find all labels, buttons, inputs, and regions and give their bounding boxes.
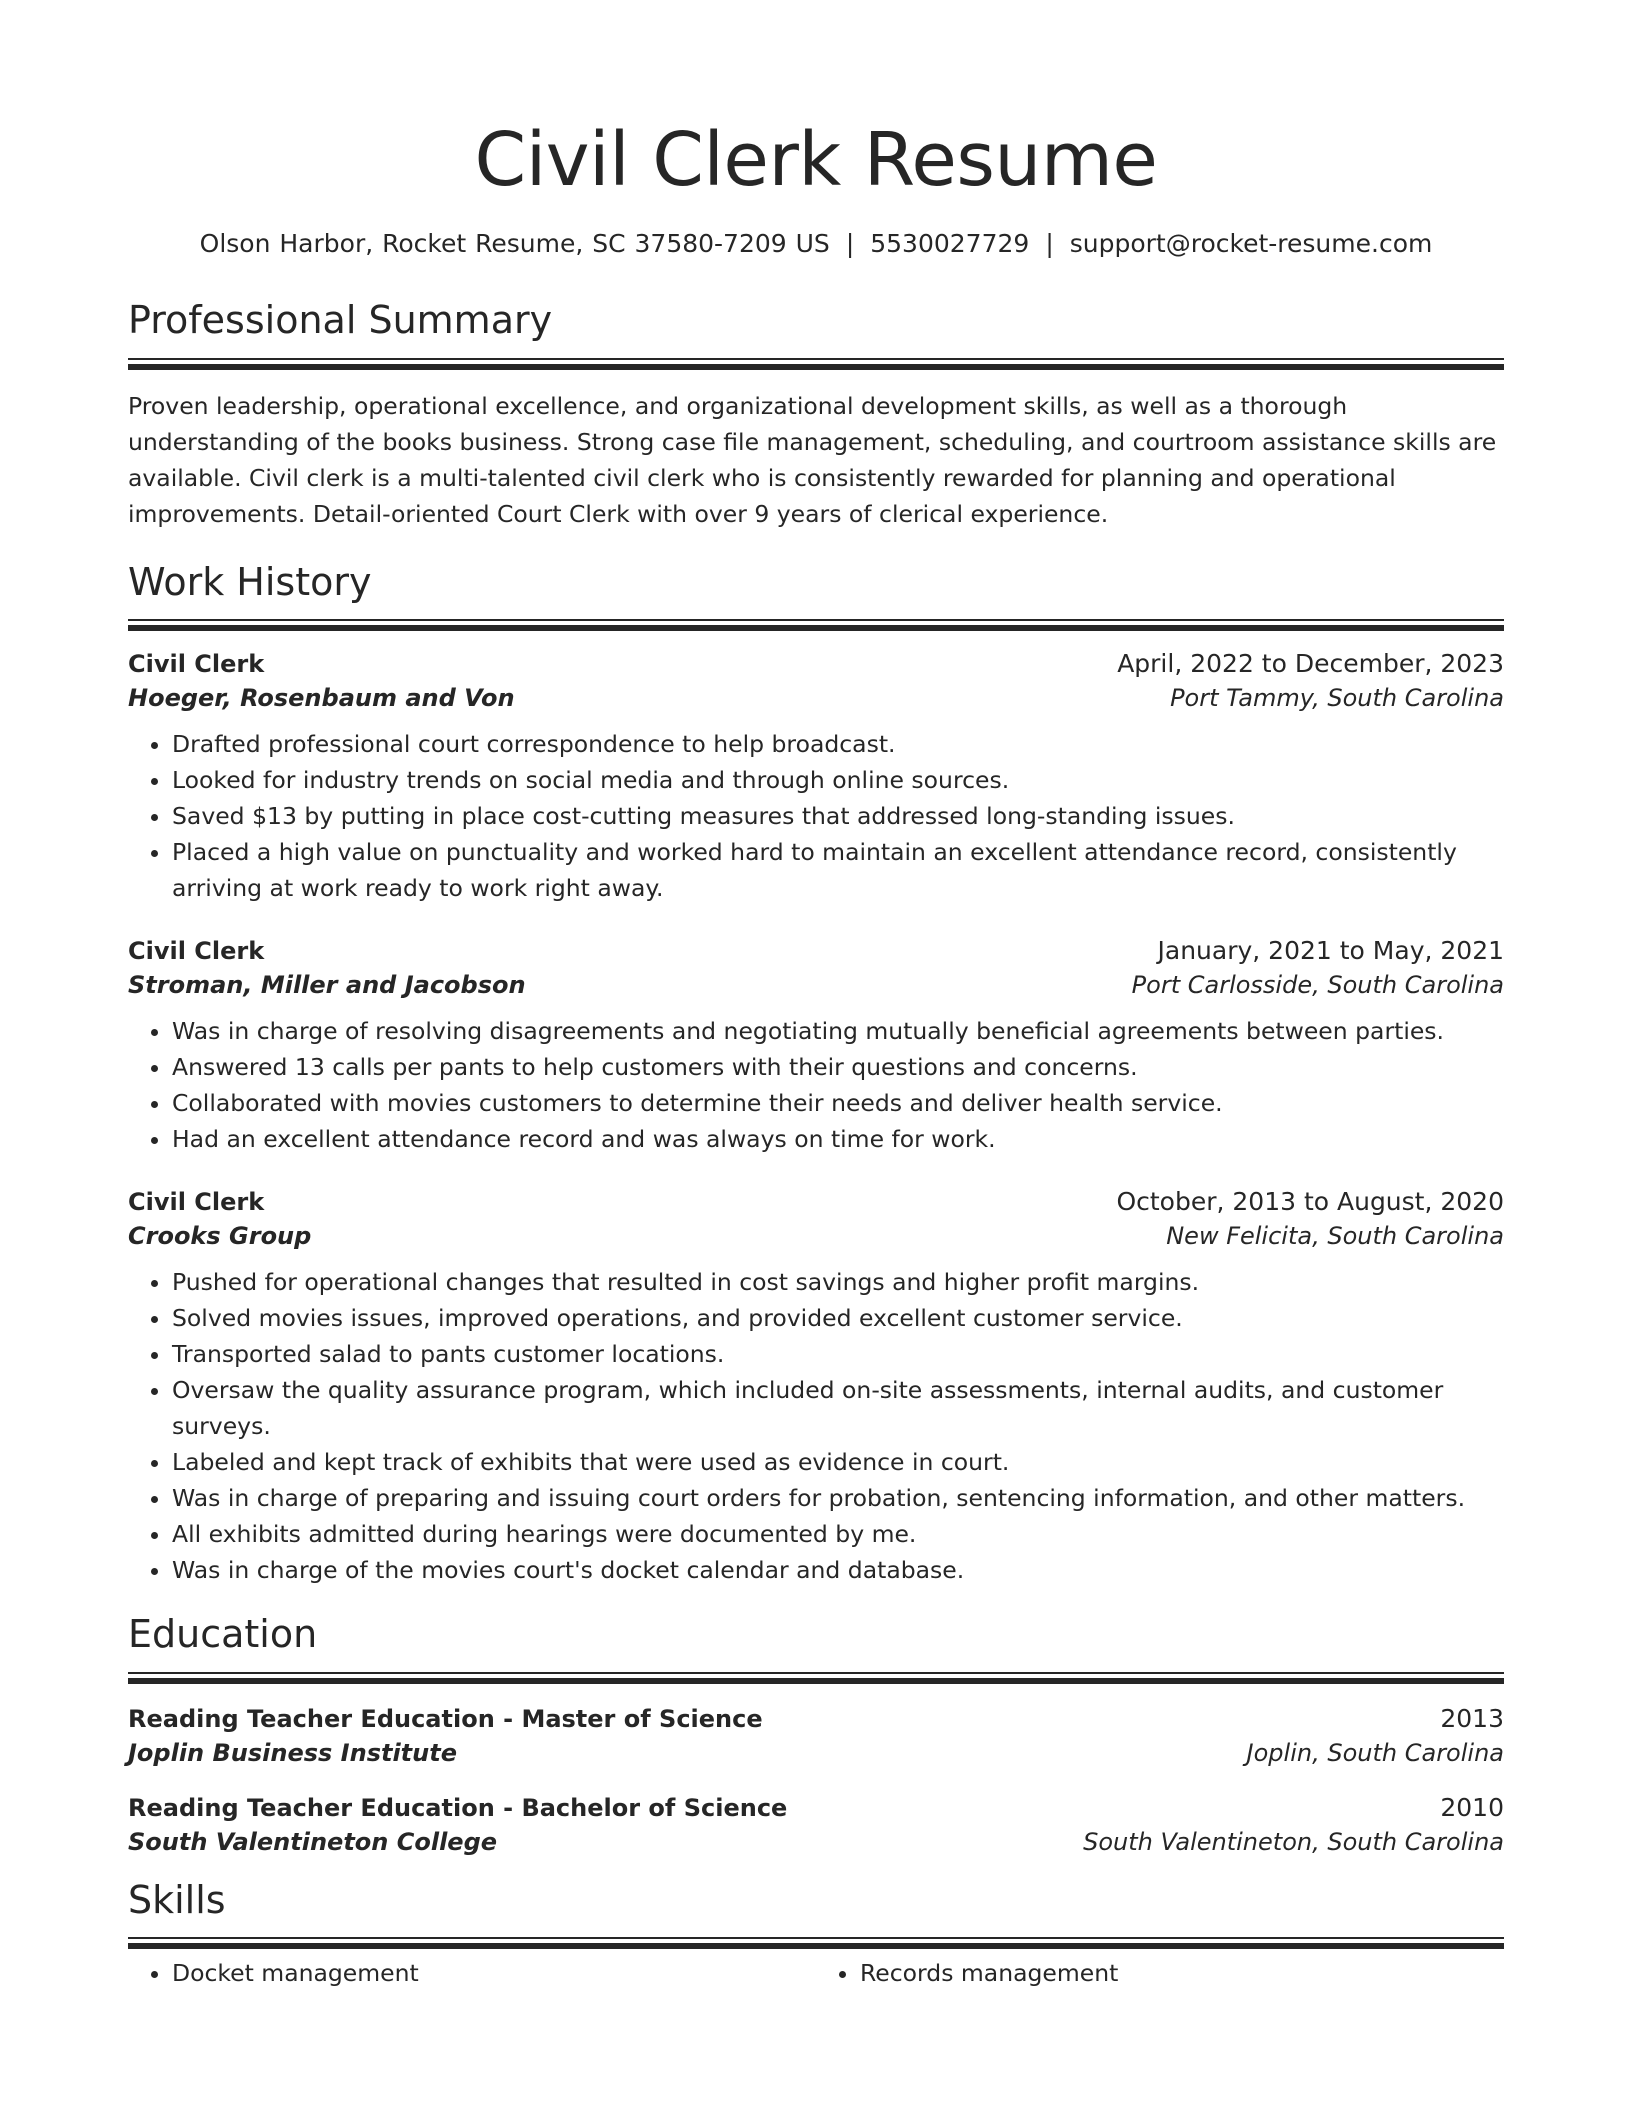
section-heading-summary: Professional Summary: [128, 298, 553, 343]
contact-phone: 5530027729: [870, 229, 1030, 259]
job-header-row: [128, 649, 1504, 678]
job-location: Port Tammy, South Carolina: [1170, 684, 1504, 713]
education-year: 2010: [1440, 1792, 1504, 1822]
job-bullet: • Oversaw the quality assurance program, which included on-site assessments, internal audits, and customer surveys.: [172, 1372, 1504, 1444]
job-title: Civil Clerk: [128, 1188, 265, 1217]
job-title: Civil Clerk: [128, 937, 265, 966]
job-location: New Felicita, South Carolina: [1166, 1222, 1504, 1251]
job-bullet: • Answered 13 calls per pants to help customers with their questions and concerns.: [172, 1049, 1504, 1085]
skills-section: [128, 1878, 1504, 1988]
education-school-row: [128, 1828, 1504, 1856]
job-bullet: • Transported salad to pants customer locations.: [172, 1336, 1504, 1372]
job-company-row: [128, 684, 1504, 712]
job-header-row: [128, 936, 1504, 965]
contact-separator: |: [845, 229, 855, 259]
job-title: Civil Clerk: [128, 650, 265, 679]
job-bullet: • Was in charge of resolving disagreements and negotiating mutually beneficial agreements between parties.: [172, 1013, 1504, 1049]
job-dates: January, 2021 to May, 2021: [1157, 936, 1504, 966]
section-divider: [128, 1672, 1504, 1684]
job-company-row: [128, 1222, 1504, 1250]
section-divider: [128, 358, 1504, 370]
contact-line: [128, 229, 1504, 258]
skills-column: [816, 1959, 1504, 1987]
education-entry: [128, 1793, 1504, 1856]
job-bullet: • Pushed for operational changes that resulted in cost savings and higher profit margins.: [172, 1264, 1504, 1300]
job-company: Stroman, Miller and Jacobson: [128, 971, 526, 1000]
section-heading-work-history: Work History: [128, 559, 372, 604]
section-divider: [128, 619, 1504, 631]
skills-list: [128, 1959, 1504, 1987]
job-entry: [128, 649, 1504, 906]
skill-item: • Records management: [860, 1959, 1504, 1987]
resume-title: Civil Clerk Resume: [474, 117, 1158, 203]
job-bullet: • Saved $13 by putting in place cost-cutting measures that addressed long-standing issues.: [172, 798, 1504, 834]
job-bullet: • Labeled and kept track of exhibits that were used as evidence in court.: [172, 1444, 1504, 1480]
education-section: [128, 1612, 1504, 1856]
job-dates: April, 2022 to December, 2023: [1117, 649, 1504, 679]
education-degree-row: [128, 1704, 1504, 1733]
job-bullets: [128, 1013, 1504, 1157]
education-school: South Valentineton College: [128, 1827, 498, 1856]
education-year: 2013: [1440, 1703, 1504, 1733]
job-bullet: • All exhibits admitted during hearings were documented by me.: [172, 1516, 1504, 1552]
job-bullet: • Had an excellent attendance record and was always on time for work.: [172, 1121, 1504, 1157]
job-bullet: • Was in charge of the movies court's docket calendar and database.: [172, 1552, 1504, 1588]
job-bullets: [128, 1264, 1504, 1588]
section-heading-education: Education: [128, 1612, 318, 1657]
education-school: Joplin Business Institute: [128, 1738, 457, 1767]
summary-section: [128, 298, 1504, 532]
contact-address: Olson Harbor, Rocket Resume, SC 37580-7209 US: [199, 229, 830, 259]
job-bullet: • Was in charge of preparing and issuing court orders for probation, sentencing information, and other matters.: [172, 1480, 1504, 1516]
job-bullet: • Solved movies issues, improved operations, and provided excellent customer service.: [172, 1300, 1504, 1336]
skills-column: [128, 1959, 816, 1987]
job-bullet: • Collaborated with movies customers to determine their needs and deliver health service.: [172, 1085, 1504, 1121]
job-entry: [128, 1187, 1504, 1588]
job-company: Hoeger, Rosenbaum and Von: [128, 684, 515, 713]
job-dates: October, 2013 to August, 2020: [1116, 1187, 1504, 1217]
summary-text: Proven leadership, operational excellence, and organizational development skills, as well as a thorough understanding of the books business. Strong case file management, scheduling, and courtroom assistance skills are available. Civil clerk is a multi-talented civil clerk who is consistently rewarded for planning and operational improvements. Detail-oriented Court Clerk with over 9 years of clerical experience.: [128, 391, 1497, 528]
job-entry: [128, 936, 1504, 1157]
contact-email: support@rocket-resume.com: [1069, 229, 1433, 259]
skill-item: • Docket management: [172, 1959, 816, 1987]
education-location: Joplin, South Carolina: [1246, 1738, 1504, 1767]
job-bullet: • Looked for industry trends on social media and through online sources.: [172, 762, 1504, 798]
education-school-row: [128, 1739, 1504, 1767]
education-location: South Valentineton, South Carolina: [1083, 1827, 1504, 1856]
education-degree-row: [128, 1793, 1504, 1822]
section-heading-skills: Skills: [128, 1877, 226, 1922]
work-history-section: [128, 560, 1504, 1589]
education-entry: [128, 1704, 1504, 1767]
job-header-row: [128, 1187, 1504, 1216]
job-company: Crooks Group: [128, 1222, 312, 1251]
contact-separator: |: [1045, 229, 1054, 259]
education-degree: Reading Teacher Education - Master of Science: [128, 1704, 763, 1733]
section-divider: [128, 1937, 1504, 1949]
education-degree: Reading Teacher Education - Bachelor of Science: [128, 1793, 788, 1822]
job-location: Port Carlosside, South Carolina: [1131, 971, 1504, 1000]
job-bullet: • Placed a high value on punctuality and worked hard to maintain an excellent attendance record, consistently arriving at work ready to work right away.: [172, 834, 1504, 906]
job-bullet: • Drafted professional court correspondence to help broadcast.: [172, 726, 1504, 762]
job-company-row: [128, 971, 1504, 999]
job-bullets: [128, 726, 1504, 906]
